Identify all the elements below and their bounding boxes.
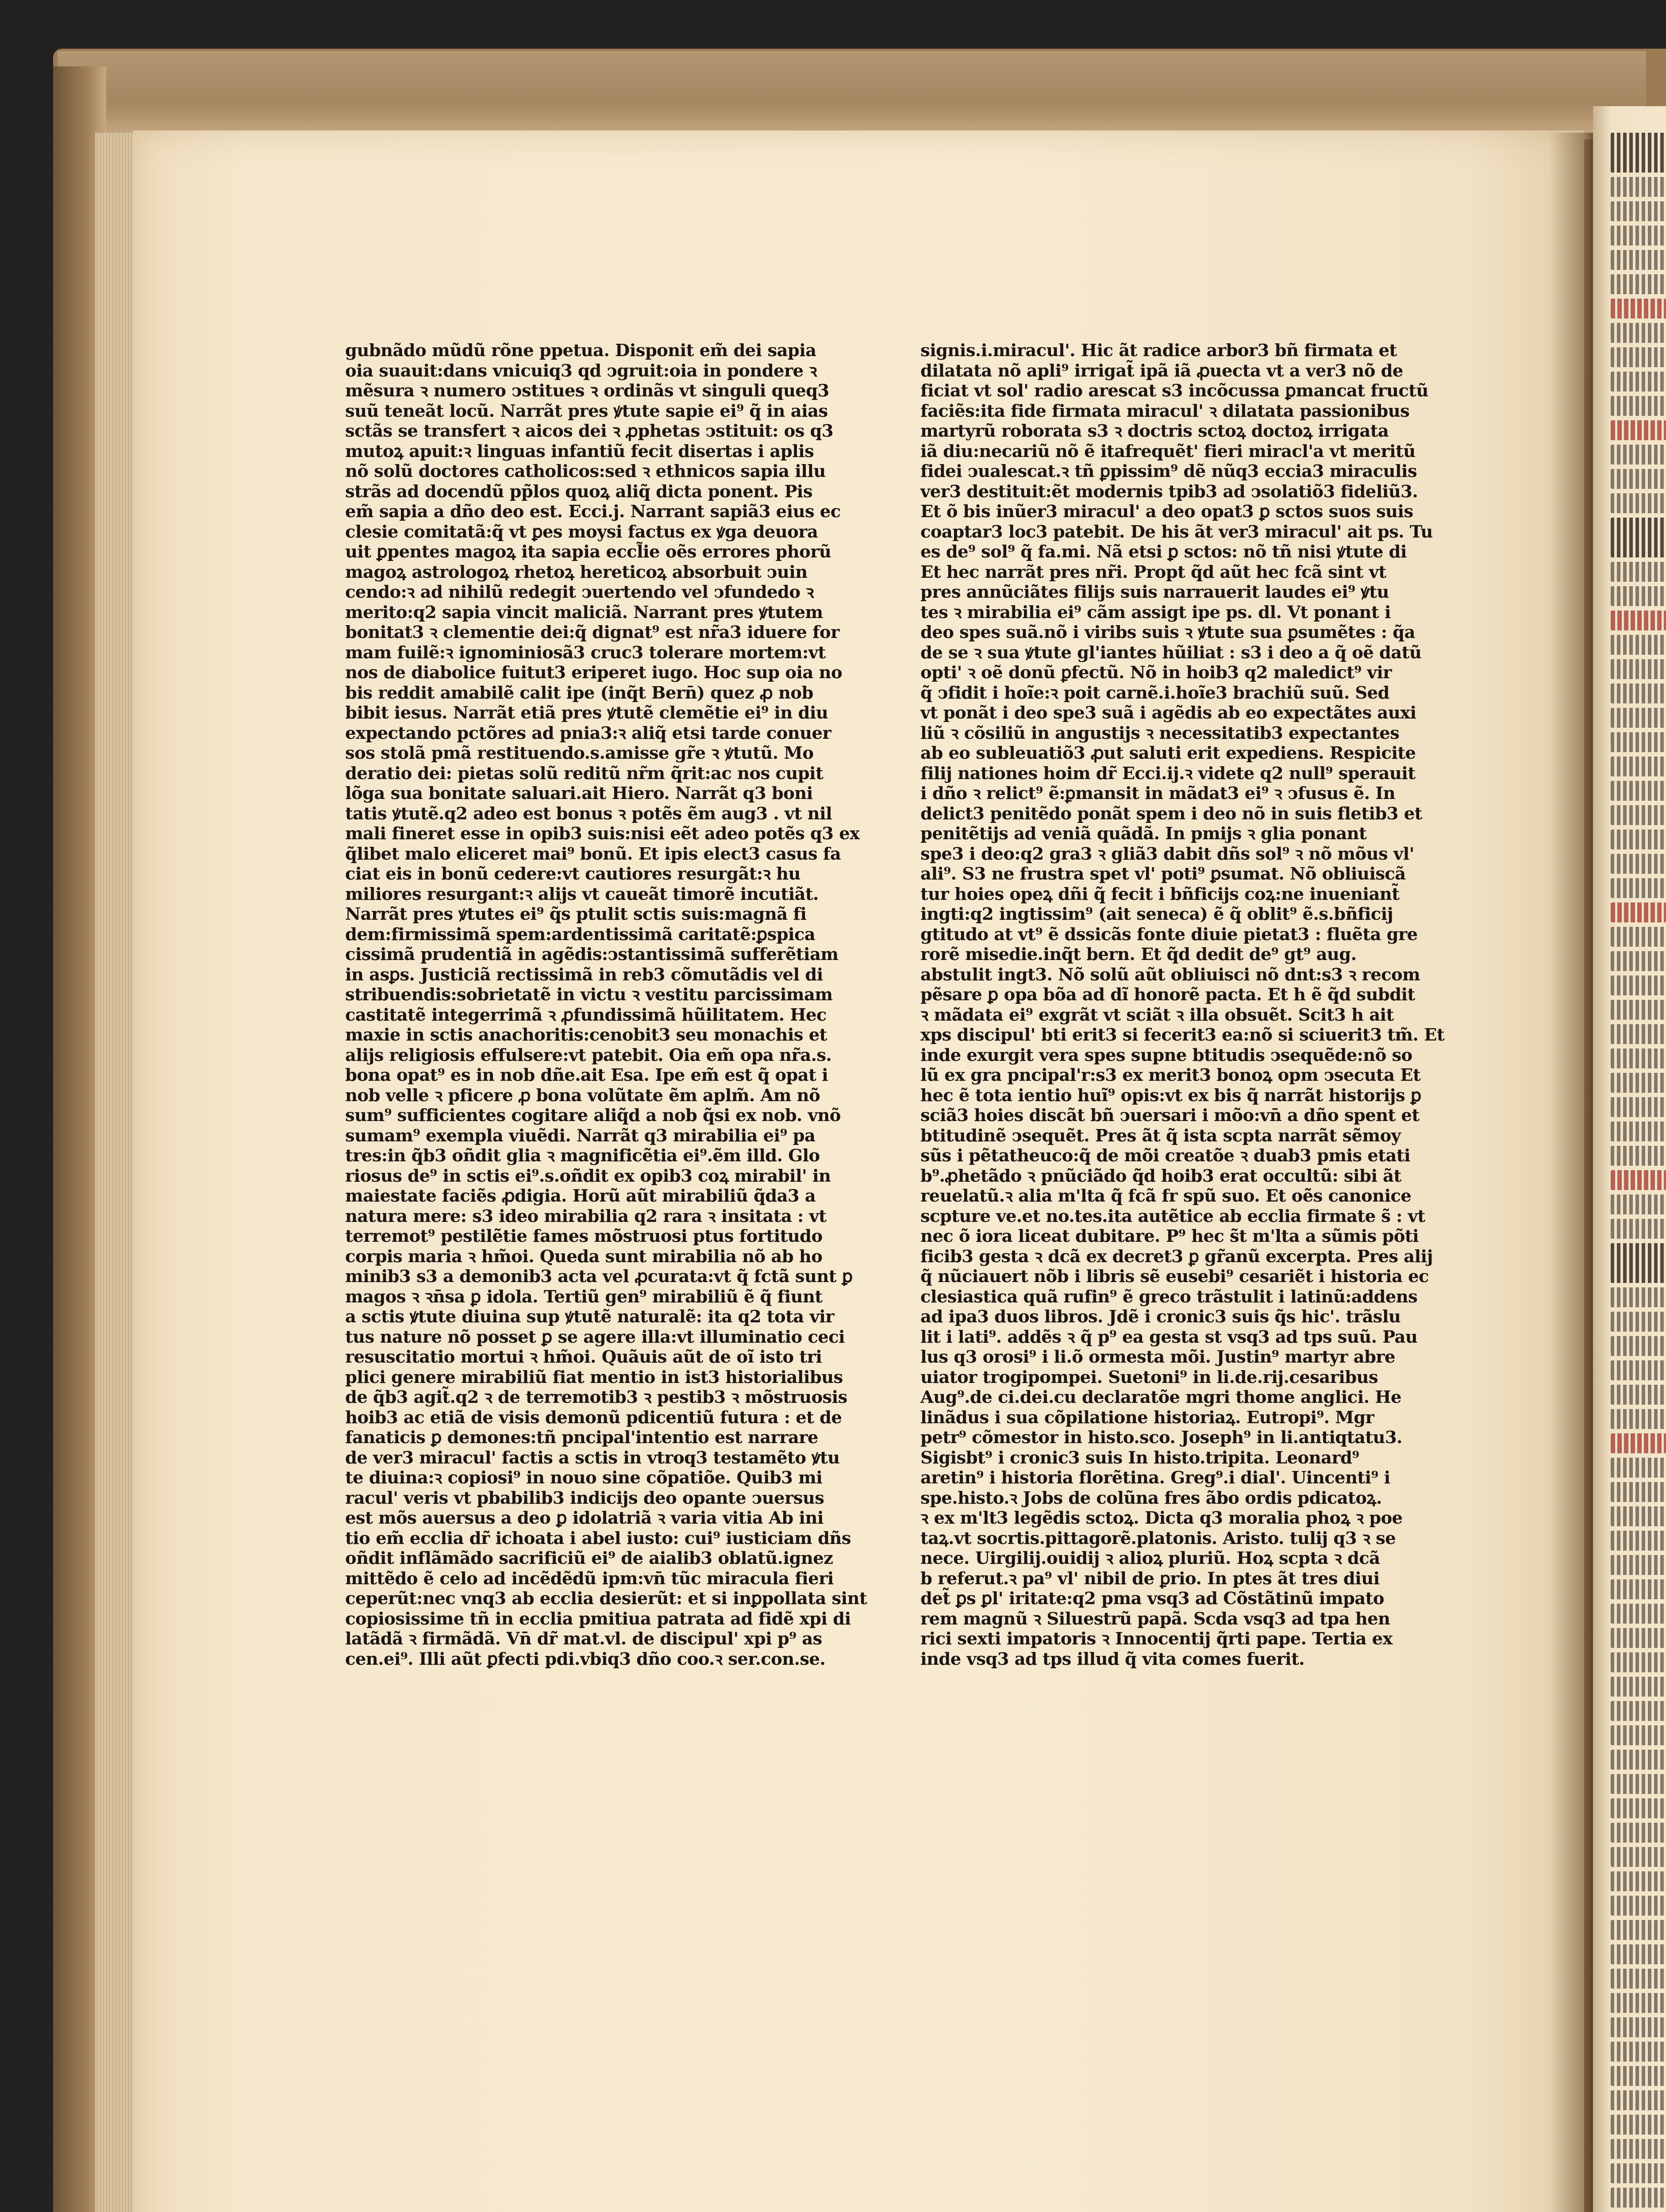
text-line: racul' veris vt pbabilib3 indicijs deo opante ↄuersus: [345, 1488, 824, 1508]
text-line: sumam⁹ exempla viuẽdi. Narrãt q3 mirabilia ei⁹ pa: [345, 1125, 816, 1146]
facing-text-fragment: [1611, 1360, 1666, 1380]
text-line: reuelatũ.ꝛ alia m'lta q̃ fcã fr spũ suo. Et oẽs canonice: [920, 1186, 1412, 1206]
text-line: taꝝ.vt socrtis.pittagorẽ.platonis. Aristo. tulij q3 ꝛ se: [920, 1528, 1396, 1548]
text-line: clesiastica quã rufin⁹ ẽ greco trãstulit i latinũ:addens: [920, 1286, 1418, 1307]
facing-text-fragment: [1611, 299, 1666, 319]
text-line: deo spes suã.nõ i viribs suis ꝛ ꝟtute sua ꝑsumẽtes : q̃a: [920, 622, 1415, 642]
text-line: ciat eis in bonũ cedere:vt cautiores resurgãt:ꝛ hu: [345, 864, 800, 884]
text-line: mẽsura ꝛ numero ↄstitues ꝛ ordinãs vt singuli queq3: [345, 381, 829, 401]
text-line: ver3 destituit:ẽt modernis tpib3 ad ↄsolatiõ3 fideliũ3.: [920, 481, 1418, 502]
text-line: pẽsare ꝑ opa bõa ad dĩ honorẽ pacta. Et h ẽ q̃d subdit: [920, 985, 1415, 1005]
facing-text-fragment: [1611, 2115, 1666, 2135]
text-line: a sctis ꝟtute diuina sup ꝟtutẽ naturalẽ: ita q2 tota vir: [345, 1307, 834, 1327]
text-line: signis.i.miracul'. Hic ãt radice arbor3 bñ firmata et: [920, 341, 1397, 361]
facing-text-fragment: [1611, 177, 1666, 197]
text-line: terremot⁹ pestilẽtie fames mõstruosi ptus fortitudo: [345, 1226, 823, 1246]
facing-text-fragment: [1611, 1048, 1666, 1068]
facing-text-fragment: [1611, 469, 1666, 489]
facing-text-fragment: [1611, 1312, 1666, 1332]
text-line: ꝛ mãdata ei⁹ exgrãt vt sciãt ꝛ illa obsuẽt. Scit3 h ait: [920, 1005, 1394, 1025]
text-line: lit i lati⁹. addẽs ꝛ q̃ p⁹ ea gesta st vsq3 ad tps suũ. Pau: [920, 1327, 1418, 1347]
text-line: ceperũt:nec vnq3 ab ecclia desierũt: et si inꝑpollata sint: [345, 1589, 867, 1609]
text-line: magoꝝ astrologoꝝ rhetoꝝ hereticoꝝ absorbuit ↄuin: [345, 562, 808, 582]
text-line: delict3 penitẽdo ponãt spem i deo nõ in suis fletib3 et: [920, 803, 1422, 824]
text-line: Et õ bis inũer3 miracul' a deo opat3 ꝑ sctos suos suis: [920, 502, 1413, 522]
facing-text-fragment: [1611, 1798, 1666, 1818]
text-line: bibit iesus. Narrãt etiã pres ꝟtutẽ clemẽtie ei⁹ in diu: [345, 703, 828, 723]
text-line: Sigisbt⁹ i cronic3 suis In histo.tripita. Leonard⁹: [920, 1448, 1359, 1468]
text-line: oñdit inflãmãdo sacrificiũ ei⁹ de aialib3 oblatũ.ignez: [345, 1548, 833, 1568]
text-line: nec õ iora liceat dubitare. P⁹ hec s̃t m'lta a sũmis põti: [920, 1226, 1419, 1246]
text-line: opti' ꝛ oẽ donũ ꝑfectũ. Nõ in hoib3 q2 maledict⁹ vir: [920, 663, 1392, 683]
facing-text-fragment: [1611, 708, 1666, 728]
text-line: rem magnũ ꝛ Siluestrũ papã. Scda vsq3 ad tpa hen: [920, 1609, 1390, 1629]
text-line: coaptar3 loc3 patebit. De his ãt ver3 miracul' ait ps. Tu: [920, 522, 1433, 542]
facing-text-fragment: [1611, 2188, 1666, 2208]
text-line: faciẽs:ita fide firmata miracul' ꝛ dilatata passionibus: [920, 401, 1410, 421]
text-line: filij nationes hoim dr̃ Ecci.ij.ꝛ videte q2 null⁹ sperauit: [920, 763, 1416, 783]
facing-text-fragment: [1611, 1604, 1666, 1624]
text-line: nõ solũ doctores catholicos:sed ꝛ ethnicos sapia illu: [345, 461, 826, 481]
text-line: tres:in q̃b3 oñdit glia ꝛ magnificẽtia ei⁹.ẽm illd. Glo: [345, 1146, 820, 1166]
text-line: sos stolã pmã restituendo.s.amisse gr̃e ꝛ ꝟtutũ. Mo: [345, 743, 814, 763]
facing-text-fragment: [1611, 1121, 1666, 1141]
facing-text-fragment: [1611, 201, 1666, 221]
text-line: bonitat3 ꝛ clementie dei:q̃ dignat⁹ est nr̃a3 iduere for: [345, 622, 839, 642]
facing-text-fragment: [1611, 951, 1666, 971]
facing-text-fragment: [1611, 1409, 1666, 1429]
facing-text-fragment: [1611, 757, 1666, 776]
text-line: i dño ꝛ relict⁹ ẽ:ꝑmansit in mãdat3 ei⁹ ꝛ ↄfusus ẽ. In: [920, 783, 1395, 803]
facing-text-fragment: [1611, 902, 1666, 922]
text-line: fidei ↄualescat.ꝛ tñ ꝑpissim⁹ dẽ nũq3 eccia3 miraculis: [920, 461, 1417, 481]
text-line: spe3 i deo:q2 gra3 ꝛ gliã3 dabit dñs sol⁹ ꝛ nõ mõus vl': [920, 844, 1414, 864]
text-line: alijs religiosis effulsere:vt patebit. Oia em̃ opa nr̃a.s.: [345, 1045, 832, 1065]
text-line: expectando pctõres ad pnia3:ꝛ aliq̃ etsi tarde conuer: [345, 723, 831, 743]
facing-text-fragment: [1611, 1871, 1666, 1891]
facing-text-fragment: [1611, 226, 1666, 246]
facing-text-fragment: [1611, 611, 1666, 630]
facing-text-fragment: [1611, 1243, 1666, 1283]
facing-text-fragment: [1611, 2090, 1666, 2110]
text-line: te diuina:ꝛ copiosi⁹ in nouo sine cõpatiõe. Quib3 mi: [345, 1468, 823, 1488]
text-line: rorẽ misedie.inq̃t bern. Et q̃d dedit de⁹ gt⁹ aug.: [920, 945, 1357, 964]
text-line: ad ipa3 duos libros. Jdẽ i cronic3 suis q̃s hic'. trãslu: [920, 1307, 1401, 1327]
facing-text-fragment: [1611, 1920, 1666, 1940]
facing-text-fragment: [1611, 1433, 1666, 1453]
text-line: liũ ꝛ cõsiliũ in angustijs ꝛ necessitatib3 expectantes: [920, 723, 1400, 743]
facing-text-fragment: [1611, 684, 1666, 703]
facing-text-fragment: [1611, 2042, 1666, 2062]
text-line: ab eo subleuatiõ3 ꝓut saluti erit expediens. Respicite: [920, 743, 1416, 763]
text-line: petr⁹ cõmestor in histo.sco. Joseph⁹ in li.antiqtatu3.: [920, 1428, 1402, 1448]
facing-text-fragment: [1611, 1555, 1666, 1575]
text-line: clesie comitatã:q̃ vt ꝑes moysi factus ex ꝟga deuora: [345, 522, 818, 542]
facing-text-fragment: [1611, 2066, 1666, 2086]
text-line: cen.ei⁹. Illi aũt ꝑfecti pdi.vbiq3 dño coo.ꝛ ser.con.se.: [345, 1649, 826, 1669]
facing-text-fragment: [1611, 1652, 1666, 1672]
text-line: nob velle ꝛ pficere ꝓ bona volũtate ẽm aplm̃. Am nõ: [345, 1085, 820, 1106]
text-line: mali fineret esse in opib3 suis:nisi eẽt adeo potẽs q3 ex: [345, 824, 860, 844]
text-line: castitatẽ integerrimã ꝛ ꝓfundissimã hũilitatem. Hec: [345, 1005, 827, 1025]
text-line: gtitudo at vt⁹ ẽ dssicãs fonte diuie pietat3 : fluẽta gre: [920, 924, 1418, 945]
facing-text-fragment: [1611, 878, 1666, 898]
text-line: iã diu:necariũ nõ ẽ itafrequẽt' fieri miracl'a vt meritũ: [920, 441, 1416, 461]
facing-text-fragment: [1611, 1482, 1666, 1502]
text-line: hec ẽ tota ientio huĩ⁹ opis:vt ex bis q̃ narrãt historijs ꝑ: [920, 1085, 1421, 1106]
text-line: lũ ex gra pncipal'r:s3 ex merit3 bonoꝝ opm ↄsecuta Et: [920, 1065, 1421, 1085]
text-line: tatis ꝟtutẽ.q2 adeo est bonus ꝛ potẽs ẽm aug3 . vt nil: [345, 803, 832, 824]
text-line: linãdus i sua cõpilatione historiaꝝ. Eutropi⁹. Mgr: [920, 1407, 1374, 1428]
text-line: ficiat vt sol' radio arescat s3 incõcussa ꝑmancat fructũ: [920, 381, 1428, 401]
text-line: bona opat⁹ es in nob dñe.ait Esa. Ipe em̃ est q̃ opat i: [345, 1065, 828, 1085]
text-line: corpis maria ꝛ hm̃oi. Queda sunt mirabilia nõ ab ho: [345, 1246, 823, 1267]
text-line: inde exurgit vera spes supne btitudis ↄsequẽde:nõ so: [920, 1045, 1412, 1065]
facing-text-fragment: [1611, 805, 1666, 825]
facing-text-fragment: [1611, 1944, 1666, 1964]
text-line: oia suauit:dans vnicuiq3 qd ↄgruit:oia in pondere ꝛ: [345, 361, 817, 381]
text-line: b⁹.ꝓhetãdo ꝛ pnũciãdo q̃d hoib3 erat occultũ: sibi ãt: [920, 1166, 1401, 1186]
facing-text-fragment: [1611, 274, 1666, 294]
text-line: scpture ve.et no.tes.ita autẽtice ab ecclia firmate s̃ : vt: [920, 1206, 1425, 1226]
text-line: Et hec narrãt pres nr̃i. Propt q̃d aũt hec fcã sint vt: [920, 562, 1386, 582]
text-line: resuscitatio mortui ꝛ hm̃oi. Quãuis aũt de oĩ isto tri: [345, 1347, 822, 1367]
text-line: mutoꝝ apuit:ꝛ linguas infantiũ fecit disertas i aplis: [345, 441, 814, 461]
text-line: sciã3 hoies discãt bñ ↄuersari i mõo:vn̄ a dño spent et: [920, 1106, 1420, 1125]
text-line: tio em̃ ecclia dr̃ ichoata i abel iusto: cui⁹ iusticiam dñs: [345, 1528, 851, 1548]
facing-text-fragment: [1611, 1969, 1666, 1989]
text-line: merito:q2 sapia vincit maliciã. Narrant pres ꝟtutem: [345, 602, 823, 622]
facing-text-fragment: [1611, 1458, 1666, 1478]
text-line: em̃ sapia a dño deo est. Ecci.j. Narrant sapiã3 eius ec: [345, 502, 841, 522]
facing-text-fragment: [1611, 635, 1666, 655]
text-line: q̃ ↄfidit i hoĩe:ꝛ poit carnẽ.i.hoĩe3 brachiũ suũ. Sed: [920, 683, 1389, 703]
facing-text-fragment: [1611, 1847, 1666, 1867]
text-line: maxie in sctis anachoritis:cenobit3 seu monachis et: [345, 1025, 827, 1045]
facing-text-fragment: [1611, 518, 1666, 557]
text-line: suũ teneãt locũ. Narrãt pres ꝟtute sapie ei⁹ q̃ in aias: [345, 401, 828, 421]
text-line: cendo:ꝛ ad nihilũ redegit ↄuertendo vel ↄfundedo ꝛ: [345, 582, 814, 602]
text-line: de se ꝛ sua ꝟtute gl'iantes hũiliat : s3 i deo a q̃ oẽ datũ: [920, 642, 1422, 663]
text-line: nece. Uirgilij.ouidij ꝛ alioꝝ pluriũ. Hoꝝ scpta ꝛ dcã: [920, 1548, 1380, 1568]
text-line: maiestate faciẽs ꝓdigia. Horũ aũt mirabiliũ q̃da3 a: [345, 1186, 816, 1206]
text-line: det̃ ꝑs ꝑl' iritate:q2 pma vsq3 ad Cõstãtinũ impato: [920, 1589, 1384, 1609]
facing-text-fragment: [1611, 659, 1666, 679]
facing-text-fragment: [1611, 1774, 1666, 1794]
facing-text-fragment: [1611, 927, 1666, 947]
facing-text-fragment: [1611, 1628, 1666, 1648]
text-line: plici genere mirabiliũ fiat mentio in ist3 historialibus: [345, 1367, 843, 1387]
facing-text-fragment: [1611, 250, 1666, 270]
text-line: tur hoies opeꝝ dñi q̃ fecit i bñficijs coꝝ:ne inueniant̃: [920, 884, 1400, 904]
text-line: xps discipul' bti erit3 si fecerit3 ea:nõ si sciuerit3 tm̃. Et: [920, 1025, 1445, 1045]
facing-text-fragment: [1611, 1024, 1666, 1044]
text-line: bis reddit amabilẽ calit ipe (inq̃t Bern̄) quez ꝓ nob: [345, 683, 813, 703]
facing-page-text-fragment: [1611, 133, 1666, 2212]
text-line: dem:firmissimã spem:ardentissimã caritatẽ:ꝑspica: [345, 924, 816, 945]
text-line: stribuendis:sobrietatẽ in victu ꝛ vestitu parcissimam: [345, 985, 833, 1005]
text-line: ficib3 gesta ꝛ dcã ex decret3 ꝑ gr̃anũ excerpta. Pres alij: [920, 1246, 1433, 1267]
facing-text-fragment: [1611, 1725, 1666, 1745]
text-line: spe.histo.ꝛ Jobs de colũna fres ãbo ordis pdicatoꝝ.: [920, 1488, 1382, 1508]
facing-text-fragment: [1611, 1287, 1666, 1307]
facing-text-fragment: [1611, 1073, 1666, 1093]
facing-text-fragment: [1611, 1531, 1666, 1551]
text-line: martyrũ roborata s3 ꝛ doctris sctoꝝ doctoꝝ irrigata: [920, 421, 1389, 441]
text-line: cissimã prudentiã in agẽdis:ↄstantissimã sufferẽtiam: [345, 945, 839, 964]
text-line: est mõs auersus a deo ꝑ idolatriã ꝛ varia vitia Ab ini: [345, 1508, 823, 1528]
text-line: tus nature nõ posset ꝑ se agere illa:vt illuminatio ceci: [345, 1327, 845, 1347]
text-line: Narrãt pres ꝟtutes ei⁹ q̃s ptulit sctis suis:magnã fi: [345, 904, 807, 924]
facing-text-fragment: [1611, 1385, 1666, 1405]
text-line: mam fuilẽ:ꝛ ignominiosã3 cruc3 tolerare mortem:vt: [345, 642, 826, 663]
text-line: es de⁹ sol⁹ q̃ fa.mi. Nã etsi ꝑ sctos: nõ tñ nisi ꝟtute di: [920, 542, 1407, 562]
text-line: dilatata nõ apli⁹ irrigat̃ ipã iã ꝓuecta vt a ver3 nõ de: [920, 361, 1403, 381]
facing-text-fragment: [1611, 1896, 1666, 1916]
facing-text-fragment: [1611, 1750, 1666, 1770]
facing-text-fragment: [1611, 1219, 1666, 1239]
facing-text-fragment: [1611, 1701, 1666, 1721]
text-line: de ver3 miracul' factis a sctis in vtroq3 testamẽto ꝟtu: [345, 1448, 840, 1468]
text-line: uit ꝑpentes magoꝝ ita sapia eccl̃ie oẽs errores phorũ: [345, 542, 831, 562]
text-line: q̃ nũciauert nõb i libris sẽ eusebi⁹ cesariẽt i historia ec: [920, 1267, 1429, 1286]
text-line: tes ꝛ mirabilia ei⁹ cãm assigt ipe ps. dl. Vt ponant i: [920, 602, 1391, 622]
facing-text-fragment: [1611, 2163, 1666, 2183]
facing-text-fragment: [1611, 372, 1666, 392]
text-line: minib3 s3 a demonib3 acta vel ꝓcurata:vt q̃ fctã sunt ꝑ: [345, 1267, 853, 1286]
facing-text-fragment: [1611, 1146, 1666, 1166]
facing-text-fragment: [1611, 975, 1666, 995]
text-line: ꝛ ex m'lt3 legẽdis sctoꝝ. Dicta q3 moralia phoꝝ ꝛ poe: [920, 1508, 1403, 1528]
text-line: riosus de⁹ in sctis ei⁹.s.oñdit ex opib3 coꝝ mirabil' in: [345, 1166, 831, 1186]
text-line: latãdã ꝛ firmãdã. Vn̄ dr̃ mat.vl. de discipul' xpi p⁹ as: [345, 1629, 822, 1649]
facing-text-fragment: [1611, 396, 1666, 416]
text-line: strãs ad docendũ pp̃los quoꝝ aliq̃ dicta ponent. Pis: [345, 481, 812, 502]
text-line: natura mere: s3 ideo mirabilia q2 rara ꝛ insitata : vt: [345, 1206, 827, 1226]
facing-text-fragment: [1611, 1336, 1666, 1356]
facing-text-fragment: [1611, 830, 1666, 849]
text-line: sũs i pẽtatheuco:q̃ de mõi creatõe ꝛ duab3 pmis etati: [920, 1146, 1411, 1166]
facing-text-fragment: [1611, 562, 1666, 582]
facing-text-fragment: [1611, 420, 1666, 440]
text-line: penitẽtijs ad veniã quãdã. In pmijs ꝛ glia ponant: [920, 824, 1367, 844]
text-line: aretin⁹ i historia florẽtina. Greg⁹.i dial'. Uincenti⁹ i: [920, 1468, 1390, 1488]
text-line: abstulit ingt3. Nõ solũ aũt obliuisci nõ dnt:s3 ꝛ recom: [920, 964, 1420, 985]
text-line: Aug⁹.de ci.dei.cu declaratõe mgri thome anglici. He: [920, 1387, 1401, 1407]
text-line: in asꝑs. Justiciã rectissimã in reb3 cõmutãdis vel di: [345, 964, 823, 985]
text-line: b referut.ꝛ pa⁹ vl' nibil de ꝑrio. In ptes ãt tres diui: [920, 1568, 1380, 1589]
text-column-left: [345, 341, 889, 1669]
text-line: deratio dei: pietas solũ reditũ nr̃m q̃rit:ac nos cupit: [345, 763, 823, 783]
facing-text-fragment: [1611, 1170, 1666, 1190]
facing-text-fragment: [1611, 1194, 1666, 1214]
text-line: uiator trogipompei. Suetoni⁹ in li.de.rij.cesaribus: [920, 1367, 1378, 1387]
text-column-right: [920, 341, 1465, 1669]
facing-text-fragment: [1611, 1000, 1666, 1020]
facing-text-fragment: [1611, 586, 1666, 606]
text-line: inde vsq3 ad tps illud q̃ vita comes fuerit.: [920, 1649, 1305, 1669]
facing-text-fragment: [1611, 781, 1666, 801]
facing-text-fragment: [1611, 1677, 1666, 1697]
text-line: lus q3 orosi⁹ i li.õ ormesta mõi. Justin⁹ martyr abre: [920, 1347, 1395, 1367]
facing-text-fragment: [1611, 2017, 1666, 2037]
text-line: mittẽdo ẽ celo ad incẽdẽdũ ipm:vn̄ tũc miracula fieri: [345, 1568, 834, 1589]
text-line: miliores resurgant:ꝛ alijs vt caueãt timorẽ incutiãt.: [345, 884, 819, 904]
facing-text-fragment: [1611, 1097, 1666, 1117]
text-line: rici sexti impatoris ꝛ Innocentij q̃rti pape. Tertia ex: [920, 1629, 1393, 1649]
facing-text-fragment: [1611, 1823, 1666, 1843]
facing-text-fragment: [1611, 493, 1666, 513]
text-line: ali⁹. S3 ne frustra spet vl' poti⁹ ꝑsumat. Nõ obliuiscã: [920, 864, 1406, 884]
facing-text-fragment: [1611, 2139, 1666, 2159]
facing-text-fragment: [1611, 445, 1666, 465]
facing-text-fragment: [1611, 1993, 1666, 2013]
facing-text-fragment: [1611, 323, 1666, 343]
text-line: fanaticis ꝑ demones:tñ pncipal'intentio est narrare: [345, 1428, 818, 1448]
text-line: gubnãdo mũdũ rõne ppetua. Disponit em̃ dei sapia: [345, 341, 816, 361]
text-line: magos ꝛ ꝛn̄sa ꝑ idola. Tertiũ gen⁹ mirabiliũ ẽ q̃ fiunt: [345, 1286, 823, 1307]
text-line: hoib3 ac etiã de visis demonũ pdicentiũ futura : et de: [345, 1407, 842, 1428]
facing-text-fragment: [1611, 732, 1666, 752]
facing-text-fragment: [1611, 1506, 1666, 1526]
facing-text-fragment: [1611, 1579, 1666, 1599]
text-line: vt ponãt i deo spe3 suã i agẽdis ab eo expectãtes auxi: [920, 703, 1416, 723]
text-line: sum⁹ sufficientes cogitare aliq̃d a nob q̃si ex nob. vnõ: [345, 1106, 841, 1125]
text-line: q̃libet malo eliceret mai⁹ bonũ. Et ipis elect3 casus fa: [345, 844, 841, 864]
facing-text-fragment: [1611, 854, 1666, 874]
text-line: lõga sua bonitate saluari.ait Hiero. Narrãt q3 boni: [345, 783, 813, 803]
text-line: ingti:q2 ingtissim⁹ (ait seneca) ẽ q̃ oblit⁹ ẽ.s.bñficij: [920, 904, 1393, 924]
facing-text-fragment: [1611, 347, 1666, 367]
text-line: sctãs se transfert ꝛ aicos dei ꝛ ꝓphetas ↄstituit: os q3: [345, 421, 834, 441]
cover-top-edge: [58, 51, 1646, 139]
text-line: btitudinẽ ↄsequẽt. Pres ãt q̃ ista scpta narrãt sẽmoy: [920, 1125, 1401, 1146]
text-line: de q̃b3 agit̃.q2 ꝛ de terremotib3 ꝛ pestib3 ꝛ mõstruosis: [345, 1387, 847, 1407]
text-line: nos de diabolice fuitut3 eriperet iugo. Hoc sup oia no: [345, 663, 843, 683]
facing-text-fragment: [1611, 133, 1666, 173]
text-line: copiosissime tñ in ecclia pmitiua patrata ad fidẽ xpi di: [345, 1609, 851, 1629]
text-line: pres annũciãtes filijs suis narrauerit laudes ei⁹ ꝟtu: [920, 582, 1389, 602]
